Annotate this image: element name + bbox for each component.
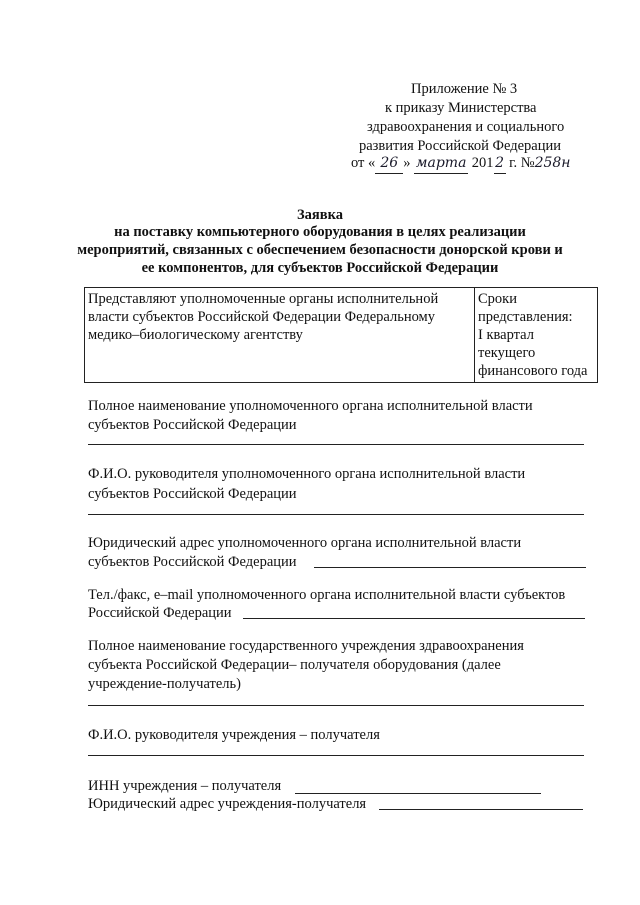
date-prefix: от « bbox=[351, 155, 376, 171]
deadline-line: текущего bbox=[478, 345, 536, 361]
deadline-line: I квартал bbox=[478, 327, 534, 343]
field-recipient-name-input[interactable] bbox=[88, 705, 584, 706]
title-line-2: мероприятий, связанных с обеспечением безопасности донорской крови и bbox=[77, 242, 563, 258]
deadline-cell bbox=[475, 288, 598, 383]
appendix-number: Приложение № 3 bbox=[411, 81, 518, 97]
submitters-cell bbox=[85, 288, 475, 383]
field-authority-head-input[interactable] bbox=[88, 514, 584, 515]
field-authority-name-label: Полное наименование уполномоченного органа исполнительной власти bbox=[88, 398, 533, 414]
field-recipient-name-label-3: учреждение-получатель) bbox=[88, 676, 241, 692]
field-recipient-inn-label: ИНН учреждения – получателя bbox=[88, 778, 282, 794]
submitters-line: медико–биологическому агентству bbox=[88, 327, 303, 343]
deadline-line: Сроки bbox=[478, 291, 517, 307]
date-year: 201 bbox=[471, 155, 494, 171]
submission-info-table bbox=[84, 287, 598, 383]
field-authority-address-label: Юридический адрес уполномоченного органа исполнительной власти bbox=[88, 535, 522, 551]
submitters-line: власти субъектов Российской Федерации Федеральному bbox=[88, 309, 435, 325]
date-day: 26 bbox=[375, 154, 403, 174]
date-year-handwritten: 2 bbox=[494, 154, 506, 174]
deadline-line: представления: bbox=[478, 309, 573, 325]
field-recipient-address-input[interactable] bbox=[379, 809, 583, 810]
title-line-3: ее компонентов, для субъектов Российской Федерации bbox=[141, 260, 499, 276]
date-month: марта bbox=[414, 154, 468, 174]
field-recipient-name-label-2: субъекта Российской Федерации– получателя оборудования (далее bbox=[88, 657, 501, 673]
field-authority-head-label: Ф.И.О. руководителя уполномоченного органа исполнительной власти bbox=[88, 466, 526, 482]
field-recipient-head-label: Ф.И.О. руководителя учреждения – получателя bbox=[88, 727, 380, 743]
submitters-line: Представляют уполномоченные органы исполнительной bbox=[88, 291, 439, 307]
date-mid: » bbox=[403, 155, 411, 171]
field-recipient-address-label: Юридический адрес учреждения-получателя bbox=[88, 796, 367, 812]
field-authority-name-input[interactable] bbox=[88, 444, 584, 445]
field-authority-address-input[interactable] bbox=[314, 567, 586, 568]
deadline-line: финансового года bbox=[478, 363, 588, 379]
order-reference: к приказу Министерства bbox=[385, 100, 537, 116]
ministry-name-line1: здравоохранения и социального bbox=[367, 119, 565, 135]
field-authority-contacts-input[interactable] bbox=[243, 618, 585, 619]
date-number-label: г. № bbox=[509, 155, 535, 171]
field-authority-address-label-2: субъектов Российской Федерации bbox=[88, 554, 297, 570]
title-line-1: на поставку компьютерного оборудования в целях реализации bbox=[114, 224, 526, 240]
document-heading: Заявка bbox=[297, 207, 343, 223]
field-recipient-head-input[interactable] bbox=[88, 755, 584, 756]
field-authority-head-label-2: субъектов Российской Федерации bbox=[88, 486, 297, 502]
order-number: 258н bbox=[534, 155, 571, 171]
field-authority-contacts-label-2: Российской Федерации bbox=[88, 605, 232, 621]
field-recipient-name-label: Полное наименование государственного учреждения здравоохранения bbox=[88, 638, 524, 654]
order-date-line bbox=[351, 154, 571, 174]
field-authority-name-label-2: субъектов Российской Федерации bbox=[88, 417, 297, 433]
field-authority-contacts-label: Тел./факс, e–mail уполномоченного органа исполнительной власти субъектов bbox=[88, 587, 566, 603]
ministry-name-line2: развития Российской Федерации bbox=[359, 138, 561, 154]
